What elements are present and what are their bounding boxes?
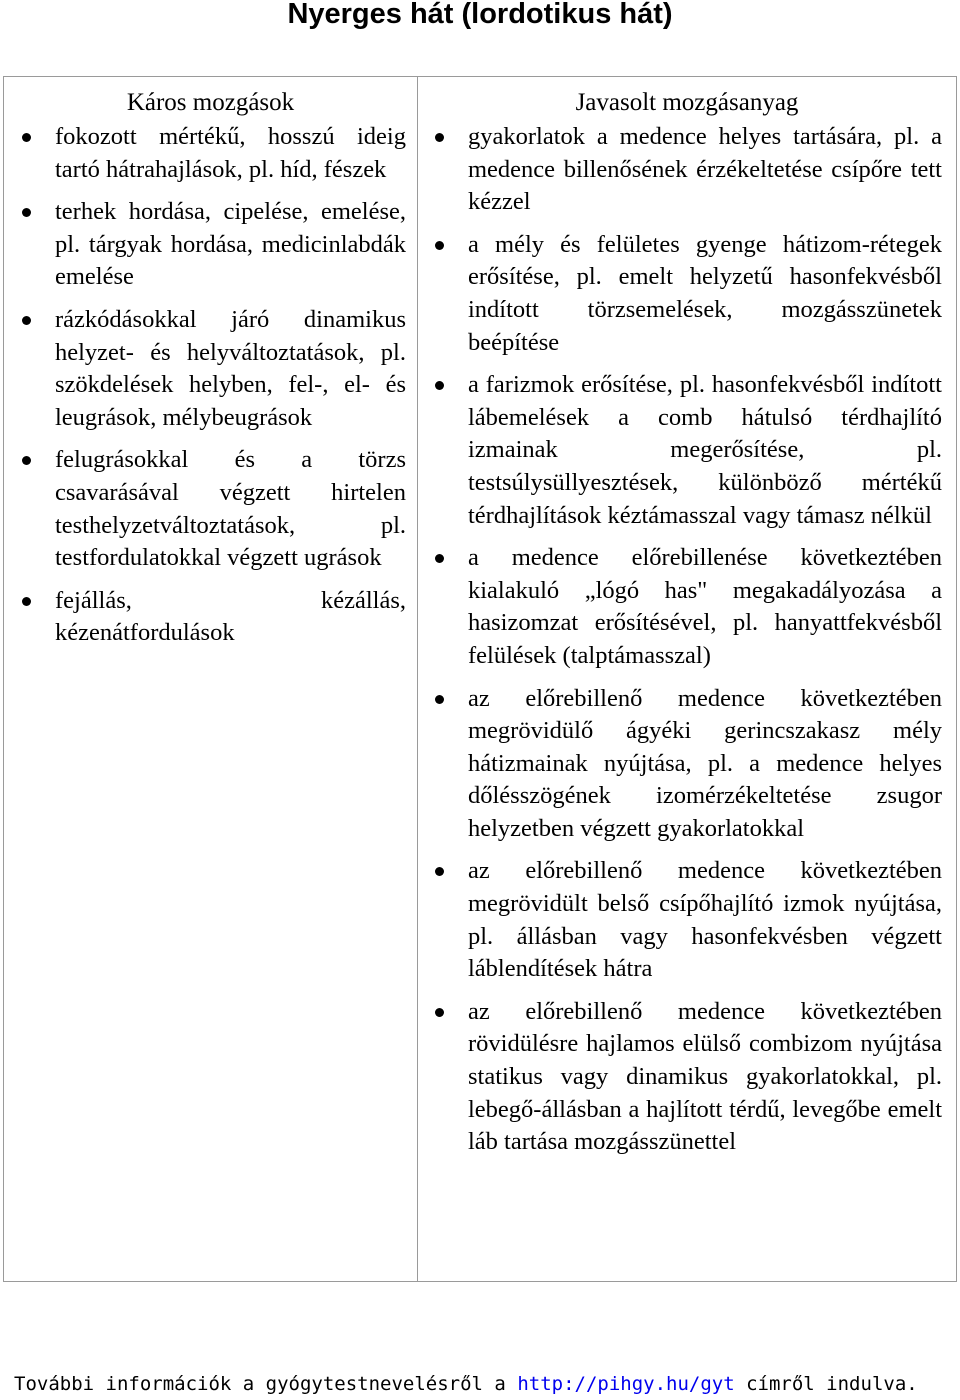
list-item: fejállás, kézállás, kézenátfordulások xyxy=(4,585,417,650)
bullet-icon xyxy=(22,456,31,465)
bullet-icon xyxy=(22,316,31,325)
footer-prefix: További információk a gyógytestnevelésről a xyxy=(14,1373,518,1395)
list-item: a medence előrebillenése következtében kialakuló „lógó has" megakadályozása a hasizomzat erősítésével, pl. hanyattfekvésből felülések (talptámasszal) xyxy=(418,542,956,672)
recommended-heading: Javasolt mozgásanyag xyxy=(575,89,799,116)
list-item: felugrásokkal és a törzs csavarásával végzett hirtelen testhelyzetváltoztatások, pl. testfordulatokkal végzett ugrások xyxy=(4,444,417,574)
list-item: gyakorlatok a medence helyes tartására, pl. a medence billenősének érzékeltetése csípőre tett kézzel xyxy=(418,121,956,219)
bullet-icon xyxy=(435,695,444,704)
bullet-icon xyxy=(435,133,444,142)
bullet-icon xyxy=(22,208,31,217)
bullet-icon xyxy=(22,133,31,142)
bullet-icon xyxy=(435,381,444,390)
bullet-icon xyxy=(435,1008,444,1017)
footer-suffix: címről indulva. xyxy=(734,1373,918,1395)
bullet-icon xyxy=(435,554,444,563)
bullet-icon xyxy=(435,241,444,250)
list-item: az előrebillenő medence következtében megrövidülő ágyéki gerincszakasz mély hátizmainak nyújtása, pl. a medence helyes dőlésszögének izomérzékeltetése zsugor helyzetben végzett gyakorlatokkal xyxy=(418,683,956,846)
footer xyxy=(14,1368,954,1400)
list-item: rázkódásokkal járó dinamikus helyzet- és helyváltoztatások, pl. szökdelések helyben, fel-, el- és leugrások, mélybeugrások xyxy=(4,304,417,434)
list-item: az előrebillenő medence következtében megrövidült belső csípőhajlító izmok nyújtása, pl. állásban vagy hasonfekvésben végzett láblendítések hátra xyxy=(418,855,956,985)
harmful-column xyxy=(4,77,418,1282)
list-item: a mély és felületes gyenge hátizom-rétegek erősítése, pl. emelt helyzetű hasonfekvésből indított törzsemelések, mozgásszünetek beépítése xyxy=(418,229,956,359)
page-title: Nyerges hát (lordotikus hát) xyxy=(287,0,673,30)
harmful-list xyxy=(4,121,417,650)
exercise-table xyxy=(3,76,957,1282)
list-item: az előrebillenő medence következtében rövidülésre hajlamos elülső combizom nyújtása statikus vagy dinamikus gyakorlatokkal, pl. lebegő-állásban a hajlított térdű, levegőbe emelt láb tartása mozgásszünettel xyxy=(418,996,956,1159)
recommended-column xyxy=(418,77,957,1282)
footer-link[interactable]: http://pihgy.hu/gyt xyxy=(517,1373,735,1395)
list-item: fokozott mértékű, hosszú ideig tartó hátrahajlások, pl. híd, fészek xyxy=(4,121,417,186)
harmful-heading: Káros mozgások xyxy=(126,89,295,116)
list-item: a farizmok erősítése, pl. hasonfekvésből indított lábemelések a comb hátulsó térdhajlító izmainak megerősítése, pl. testsúlysüllyesztések, különböző mértékű térdhajlítások kéztámasszal vagy támasz nélkül xyxy=(418,369,956,532)
bullet-icon xyxy=(22,597,31,606)
list-item: terhek hordása, cipelése, emelése, pl. tárgyak hordása, medicinlabdák emelése xyxy=(4,196,417,294)
bullet-icon xyxy=(435,867,444,876)
recommended-list xyxy=(418,121,956,1159)
